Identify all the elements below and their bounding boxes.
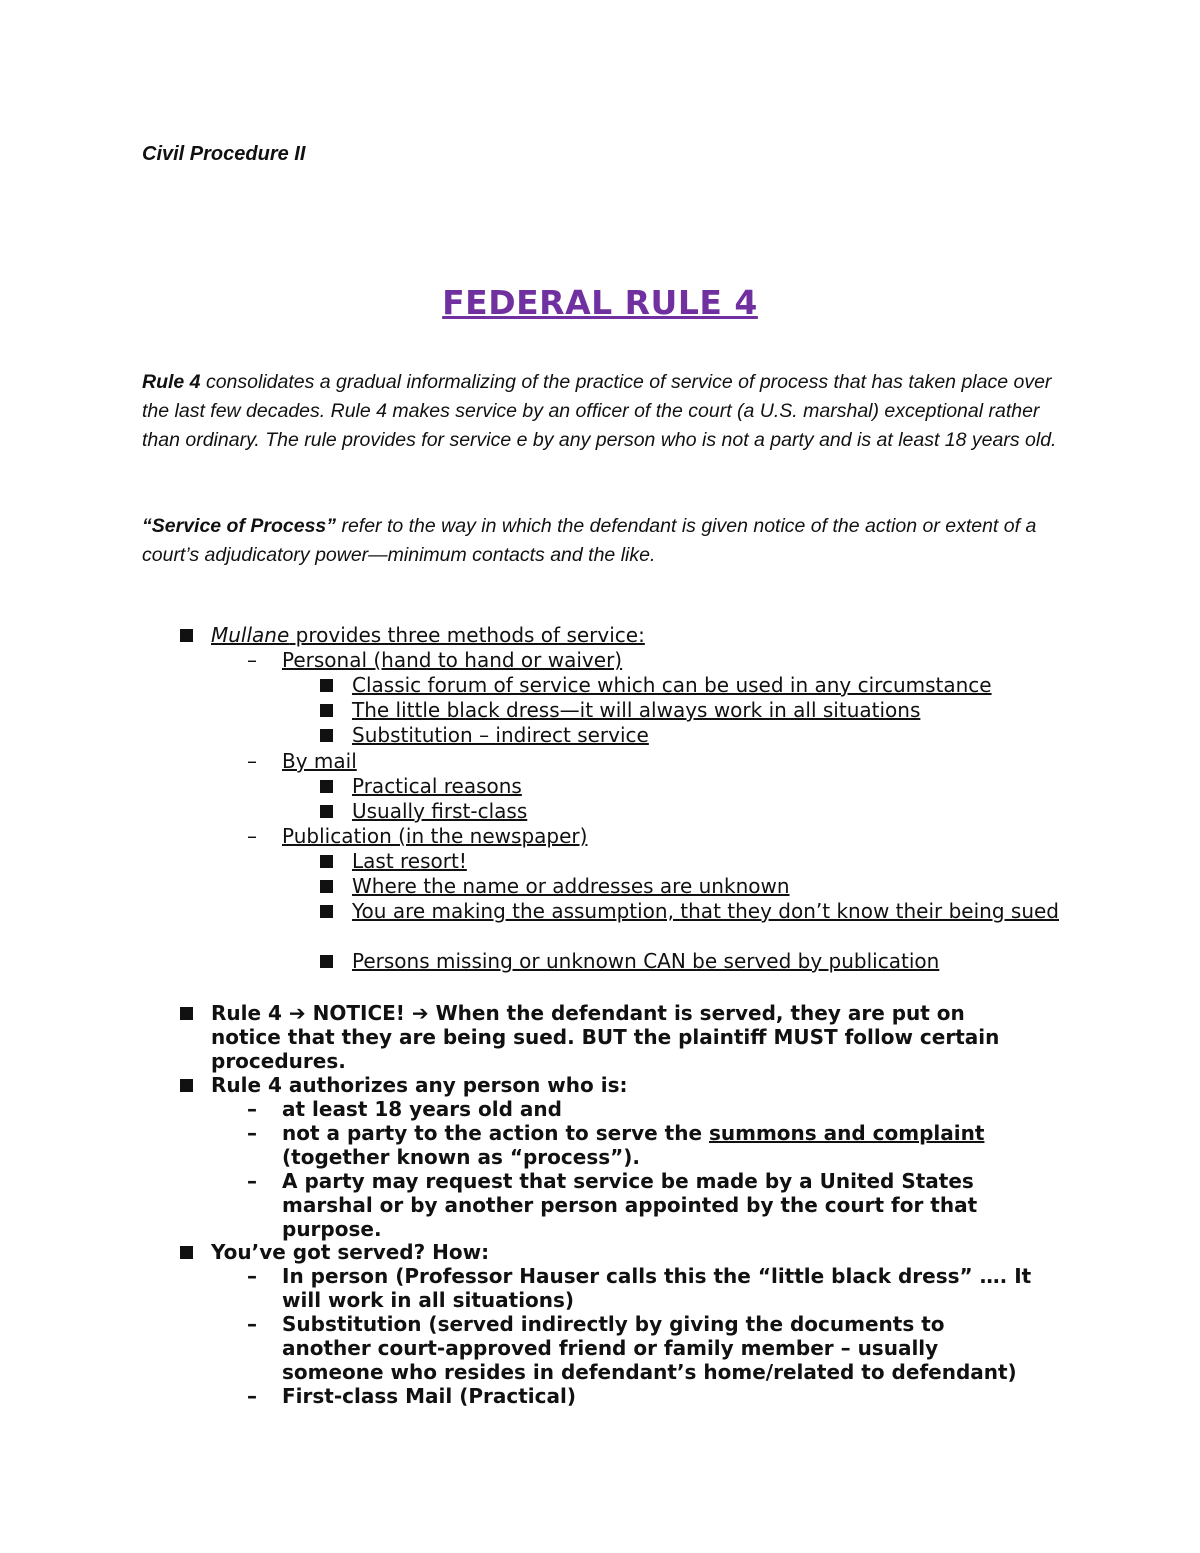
list-item: Rule 4 authorizes any person who is: — [211, 1073, 628, 1097]
dash-bullet-icon: – — [247, 1264, 257, 1288]
notice-line: notice that they are being sued. BUT the plaintiff MUST follow certain — [211, 1025, 1000, 1049]
square-bullet-icon — [320, 780, 333, 793]
list-item: Substitution (served indirectly by giving the documents to — [282, 1312, 945, 1336]
list-item: Substitution – indirect service — [352, 723, 649, 747]
course-title: Civil Procedure II — [142, 143, 306, 165]
list-item: Practical reasons — [352, 774, 522, 798]
list-item: You’ve got served? How: — [211, 1240, 490, 1264]
list-item: Publication (in the newspaper) — [282, 824, 588, 848]
square-bullet-icon — [180, 1079, 193, 1092]
dash-bullet-icon: – — [247, 648, 257, 672]
list-item-continuation: (together known as “process”). — [282, 1145, 641, 1169]
list-item-text: provides three methods of service: — [289, 623, 645, 647]
list-item: The little black dress—it will always work in all situations — [352, 698, 921, 722]
square-bullet-icon — [180, 1007, 193, 1020]
list-item-continuation: purpose. — [282, 1217, 382, 1241]
dash-bullet-icon: – — [247, 1312, 257, 1336]
square-bullet-icon — [320, 905, 333, 918]
dash-bullet-icon: – — [247, 1097, 257, 1121]
dash-bullet-icon: – — [247, 1384, 257, 1408]
dash-bullet-icon: – — [247, 749, 257, 773]
intro-paragraph — [142, 368, 1072, 455]
dash-bullet-icon: – — [247, 1121, 257, 1145]
square-bullet-icon — [180, 1246, 193, 1259]
square-bullet-icon — [320, 679, 333, 692]
list-item: Persons missing or unknown CAN be served by publication — [352, 949, 940, 973]
sop-label: “Service of Process” — [142, 515, 337, 537]
list-item — [211, 623, 645, 647]
square-bullet-icon — [320, 880, 333, 893]
list-item: Last resort! — [352, 849, 467, 873]
list-item: Personal (hand to hand or waiver) — [282, 648, 623, 672]
list-item-continuation: another court-approved friend or family member – usually — [282, 1336, 939, 1360]
case-name: Mullane — [211, 623, 290, 647]
rule-text: consolidates a gradual informalizing of the practice of service of process that has taken place over the last few decades. Rule 4 makes service by an officer of the court (a U.S. marshal) exceptional rather than ordinary. The rule provides for service e by any person who is not a party and is at least 18 years old. — [142, 371, 1057, 451]
list-item: Where the name or addresses are unknown — [352, 874, 790, 898]
page-title: FEDERAL RULE 4 — [442, 283, 758, 322]
list-item: You are making the assumption, that they don’t know their being sued — [352, 899, 1059, 923]
list-item-continuation: someone who resides in defendant’s home/related to defendant) — [282, 1360, 1017, 1384]
list-item — [282, 1121, 984, 1145]
dash-bullet-icon: – — [247, 1169, 257, 1193]
list-item: at least 18 years old and — [282, 1097, 562, 1121]
list-item: Classic forum of service which can be used in any circumstance — [352, 673, 992, 697]
square-bullet-icon — [320, 704, 333, 717]
square-bullet-icon — [320, 805, 333, 818]
notice-line: Rule 4 ➔ NOTICE! ➔ When the defendant is served, they are put on — [211, 1001, 965, 1025]
list-item: Usually first-class — [352, 799, 528, 823]
square-bullet-icon — [320, 729, 333, 742]
square-bullet-icon — [320, 855, 333, 868]
square-bullet-icon — [180, 629, 193, 642]
notice-line: procedures. — [211, 1049, 346, 1073]
rule-label: Rule 4 — [142, 371, 201, 393]
dash-bullet-icon: – — [247, 824, 257, 848]
list-item: In person (Professor Hauser calls this the “little black dress” …. It — [282, 1264, 1032, 1288]
sop-text: refer to the way in which the defendant is given notice of the action or extent of a court’s adjudicatory power—minimum contacts and the like. — [142, 515, 1037, 566]
square-bullet-icon — [320, 955, 333, 968]
summons-and-complaint-text: summons and complaint — [708, 1121, 985, 1145]
list-item: First-class Mail (Practical) — [282, 1384, 576, 1408]
list-item: A party may request that service be made by a United States — [282, 1169, 974, 1193]
list-item-continuation: will work in all situations) — [282, 1288, 575, 1312]
list-item: By mail — [282, 749, 357, 773]
list-item-continuation: marshal or by another person appointed by the court for that — [282, 1193, 978, 1217]
list-item-text: not a party to the action to serve the — [282, 1121, 709, 1145]
service-of-process-paragraph — [142, 512, 1072, 570]
